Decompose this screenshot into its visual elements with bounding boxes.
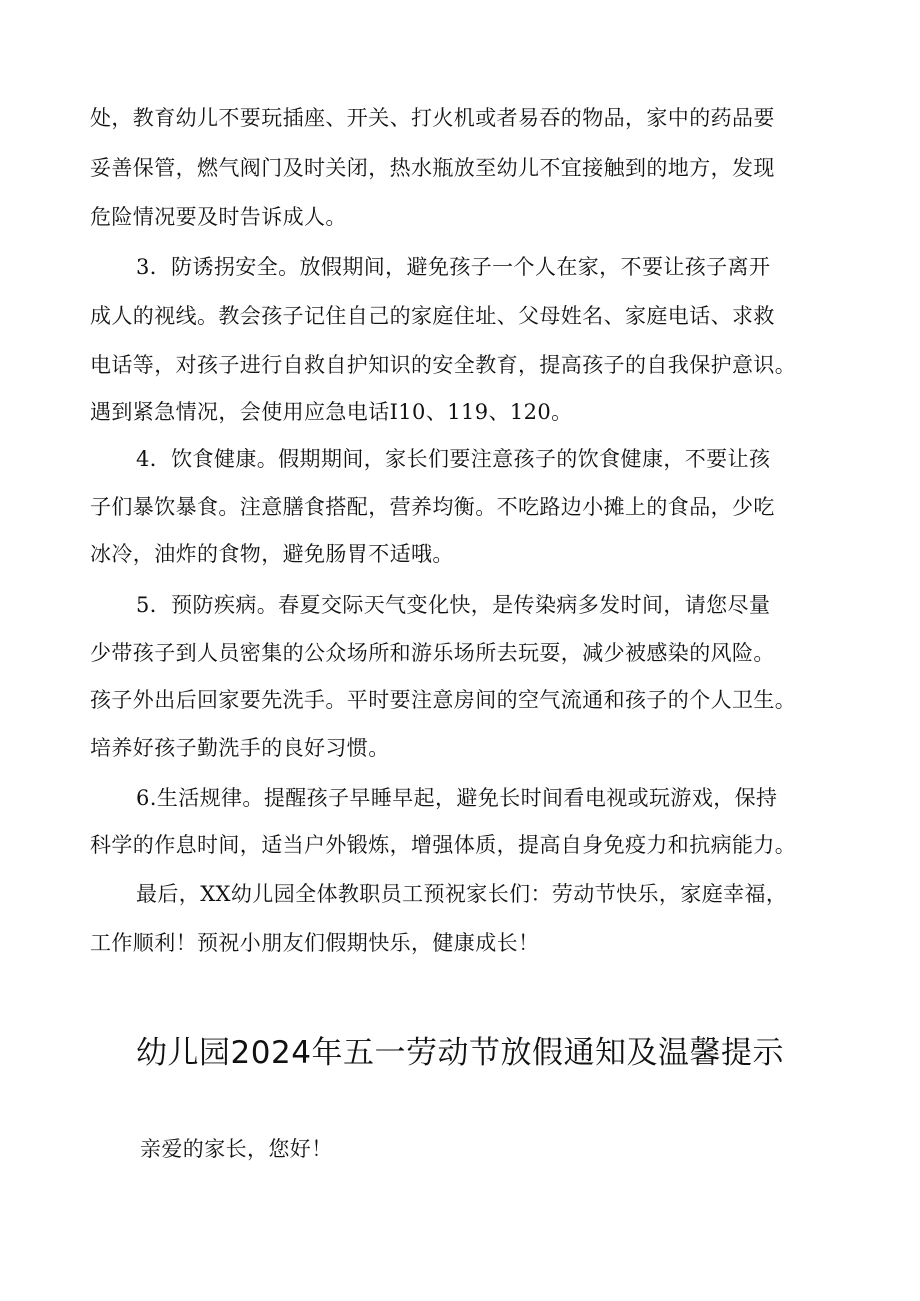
paragraph-line: 少带孩子到人员密集的公众场所和游乐场所去玩耍，减少被感染的风险。: [90, 641, 775, 665]
paragraph-line: 3．防诱拐安全。放假期间，避免孩子一个人在家，不要让孩子离开: [136, 255, 771, 279]
paragraph-line: 遇到紧急情况，会使用应急电话I10、119、120。: [90, 400, 573, 424]
document-title: 幼儿园2024年五一劳动节放假通知及温馨提示: [136, 1035, 784, 1071]
paragraph-line: 电话等，对孩子进行自救自护知识的安全教育，提高孩子的自我保护意识。: [90, 353, 797, 377]
paragraph-line: 妥善保管，燃气阀门及时关闭，热水瓶放至幼儿不宜接触到的地方，发现: [90, 156, 775, 180]
paragraph-line: 培养好孩子勤洗手的良好习惯。: [90, 736, 390, 760]
paragraph-line: 子们暴饮暴食。注意膳食搭配，营养均衡。不吃路边小摊上的食品，少吃: [90, 495, 775, 519]
paragraph-line: 科学的作息时间，适当户外锻炼，增强体质，提高自身免疫力和抗病能力。: [90, 833, 797, 857]
paragraph-line: 成人的视线。教会孩子记住自己的家庭住址、父母姓名、家庭电话、求救: [90, 304, 775, 328]
paragraph-line: 冰冷，油炸的食物，避免肠胃不适哦。: [90, 542, 454, 566]
paragraph-line: 孩子外出后回家要先洗手。平时要注意房间的空气流通和孩子的个人卫生。: [90, 688, 797, 712]
paragraph-line: 处，教育幼儿不要玩插座、开关、打火机或者易吞的物品，家中的药品要: [90, 106, 775, 130]
paragraph-line: 最后，XX幼儿园全体教职员工预祝家长们：劳动节快乐，家庭幸福，: [136, 882, 788, 906]
paragraph-line: 6.生活规律。提醒孩子早睡早起，避免长时间看电视或玩游戏，保持: [136, 786, 778, 810]
paragraph-line: 5．预防疾病。春夏交际天气变化快，是传染病多发时间，请您尽量: [136, 593, 771, 617]
paragraph-line: 4．饮食健康。假期期间，家长们要注意孩子的饮食健康，不要让孩: [136, 447, 771, 471]
paragraph-line: 危险情况要及时告诉成人。: [90, 205, 347, 229]
greeting-line: 亲爱的家长，您好！: [140, 1137, 333, 1161]
paragraph-line: 工作顺利！预祝小朋友们假期快乐，健康成长！: [90, 931, 540, 955]
